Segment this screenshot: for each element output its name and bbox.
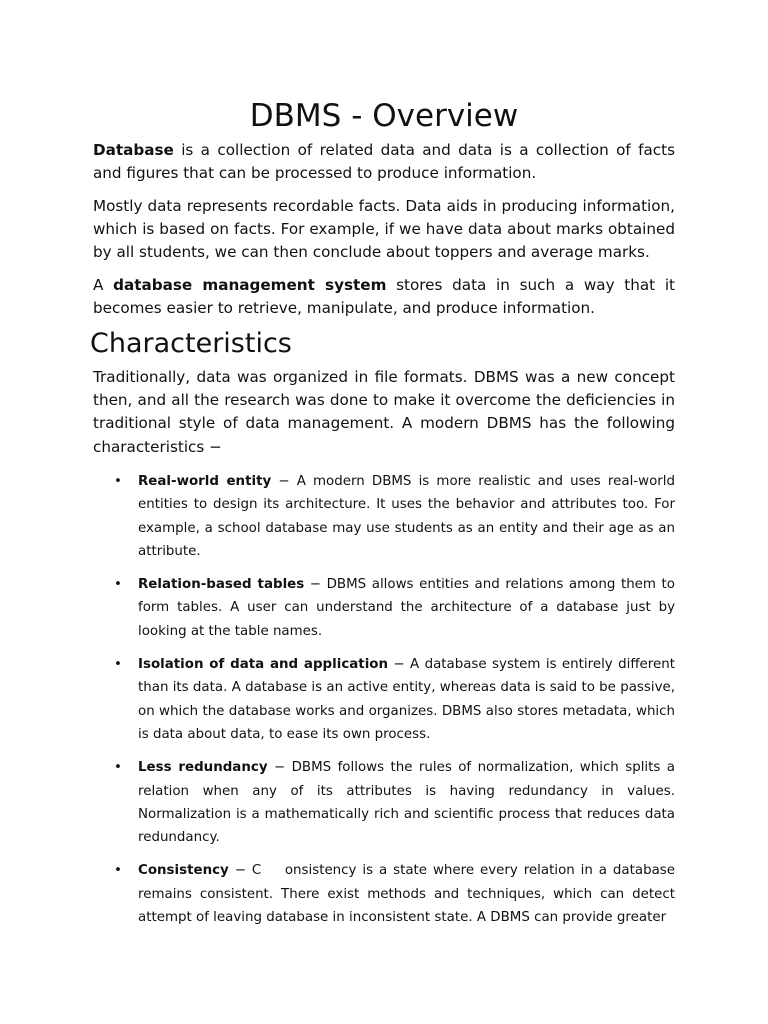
page-title: DBMS - Overview [249, 98, 519, 134]
list-item [114, 470, 675, 563]
section-heading-characteristics: Characteristics [90, 328, 292, 359]
list-item-text: − A modern DBMS is more realistic and uses real-world entities to design its architecture. It uses the behavior and attributes too. For example, a school database may use students as an entity and their age as an attribute. [138, 474, 676, 559]
intro-paragraph-database-text: is a collection of related data and data is a collection of facts and figures that can be processed to produce information. [93, 141, 675, 183]
list-item-text: − DBMS allows entities and relations among them to form tables. A user can understand the architecture of a database just by looking at the table names. [138, 577, 675, 639]
bullet-icon: • [114, 474, 122, 489]
intro-paragraph-dbms [93, 274, 675, 320]
intro-paragraph-facts: Mostly data represents recordable facts. Data aids in producing information, which is based on facts. For example, if we have data about marks obtained by all students, we can then conclude about toppers and average marks. [93, 197, 675, 262]
characteristics-intro: Traditionally, data was organized in file formats. DBMS was a new concept then, and all the research was done to make it overcome the deficiencies in traditional style of data management. A modern DBMS has the following characteristics − [93, 368, 675, 456]
term-database: Database [93, 141, 174, 159]
list-item [114, 756, 675, 849]
bullet-icon: • [114, 760, 122, 776]
intro-paragraph-database [93, 139, 675, 185]
intro-paragraph-dbms-text: stores data in such a way that it becomes easier to retrieve, manipulate, and produce information. [93, 276, 675, 318]
list-item-text: − C onsistency is a state where every relation in a database remains consistent. There exist methods and techniques, which can detect attempt of leaving database in inconsistent state. A DBMS can provide greater [138, 863, 675, 926]
characteristics-list [114, 470, 675, 939]
list-item-text: − DBMS follows the rules of normalization, which splits a relation when any of its attributes is having redundancy in values. Normalization is a mathematically rich and scientific process that reduces data redundancy. [138, 760, 675, 846]
list-item-term: Relation-based tables [138, 577, 305, 593]
list-item [114, 653, 675, 746]
bullet-icon: • [114, 657, 122, 673]
list-item-term: Isolation of data and application [138, 657, 389, 673]
intro-paragraph-dbms-prefix: A [93, 276, 114, 294]
list-item [114, 859, 675, 929]
bullet-icon: • [114, 863, 122, 879]
list-item-text: − A database system is entirely different than its data. A database is an active entity, whereas data is said to be passive, on which the database works and organizes. DBMS also stores metadata, which is data about data, to ease its own process. [138, 657, 675, 742]
list-item-term: Less redundancy [138, 760, 268, 776]
bullet-icon: • [114, 577, 122, 593]
term-dbms: database management system [113, 276, 387, 294]
list-item [114, 573, 675, 643]
list-item-term: Real-world entity [138, 474, 272, 489]
list-item-term: Consistency [138, 863, 229, 879]
